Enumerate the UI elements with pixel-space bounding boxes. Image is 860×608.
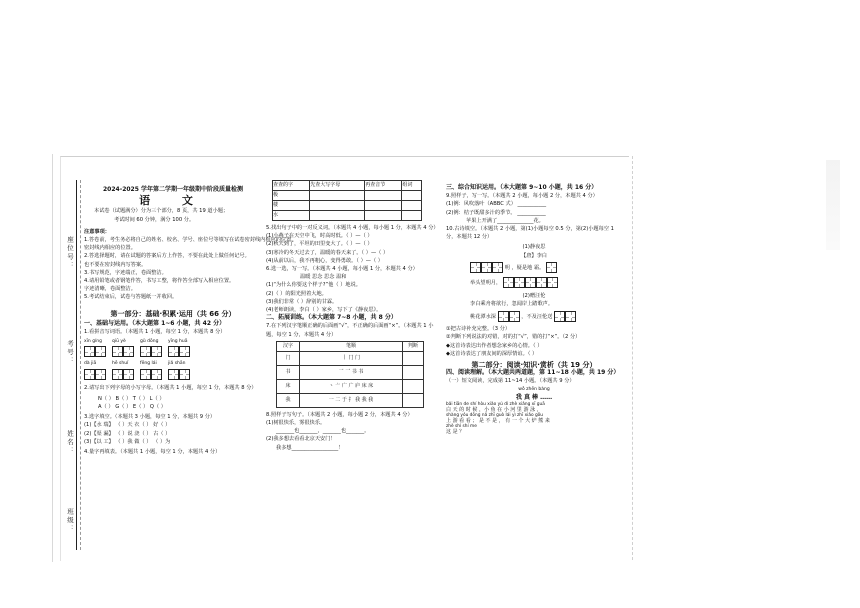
part1-title: 第一部分：基础·积累·运用（共 66 分） [110,309,236,318]
note-4b: 字迹清晰，卷面整洁。 [84,286,136,293]
page-edge [612,156,633,560]
q1-grid-row-1 [84,338,262,357]
q5-d: (4)从前以后，我不再粗心，变得勇敢。（ ）—（ ） [266,257,383,264]
q5-b: (2)秋天到了，平坦的田里变大了。（ ）—（ ） [266,241,373,248]
exam-no-label: 考号： [66,340,74,366]
note-2: 2.答选择题时，请在试题的答案后方上作答，不要在此处上做任何记号。 [84,253,250,260]
section4-title: 四、阅读理解。（本大题共两道题，第 11~18 小题，共 19 分） [446,369,620,377]
stroke-order: 一 二 于 扌 我 我 我 [300,393,403,407]
note-3: 3.书写规范，字迹端正，卷面整洁。 [84,269,167,276]
poem1-author: 【唐】李白 [521,252,547,259]
q1-grid-row-2 [84,360,262,379]
stroke-char: 床 [277,379,300,393]
pinyin-cell: qiū yè [112,338,134,357]
story-p1: bǎi tiān de shí hòu xiǎo yú dì zhè xiǎng xī ɡuā [446,402,545,408]
table-cell: 楼 [273,201,310,211]
q3-c: (3)【以 工】 （ ）我 做（ ） （ ）为 [84,438,171,445]
judge-cell[interactable] [403,379,424,393]
seal-dash-line [80,180,81,550]
note-1: 1.答卷前，考生务必将自己的姓名、校名、学号、座位号等填写在试卷密封线内相应的位置。 [84,237,297,244]
q2-letters-1: N（ ） B（ ） T（ ） L（ ） [98,395,165,402]
table-header: 查查的字 [273,181,310,191]
binding-margin [52,154,63,562]
q8-a-line[interactable]: _______也_______，_______也_______。 [276,428,370,435]
stroke-char: 我 [277,393,300,407]
q6-a: (1)“为什么你要这个样子?”他（ ）地说。 [266,282,361,289]
q6-b: (2)（ ）的阳光照着大地。 [266,290,327,297]
stroke-order: 丶 亠 广 广 庐 床 床 [300,379,403,393]
poem2-title: (2)赠汪伦 [522,292,546,299]
reading1-title: （一）短文阅读，完成第 11~14 小题。（本题共 9 分） [446,378,575,385]
q1-text: 1.看拼音写词语。（本题共 1 小题，每空 1 分，本题共 8 分） [84,329,226,336]
q8-a: (1)树很快乐，雾很快乐。 [266,420,326,427]
story-p3: zhè shì shí me [446,424,477,430]
pinyin-cell: ɡǔ dōnɡ [140,338,162,357]
note-5: 5.考试结束后，试卷与答题纸一并收回。 [84,294,178,301]
q3-b: (2)【渠 漏】 （ ）说 浇（ ） 古（ ） [84,430,171,437]
q10-b: ②判断下列说法的对错，对的打“√”，错的打“×”。（2 分） [446,334,581,341]
poem1-line1: 明 ，疑是地 霜。 [446,262,622,273]
q8-b-line[interactable]: 我多想__________________！ [276,444,344,451]
column-2 [266,180,438,452]
answer-box[interactable] [84,346,95,357]
poem2-line1: 李白乘舟将欲行，忽闻岸上踏歌声。 [470,301,554,308]
section1-title: 一、基础与运用。（本大题第 1~6 小题，共 42 分） [84,319,226,327]
q5-text: 5.找出句子中的一对反义词。（本题共 4 小题，每小题 1 分，本题共 4 分） [266,225,439,231]
q7-text: 7.在下列汉字笔顺正确的后面画“√”，不正确的后面画“×”。（本题共 1 小题，每空 1 分，本题共 4 分） [266,323,434,338]
subject-title: 语 文 [139,194,207,208]
stroke-char: 书 [277,365,300,379]
table-header: 先查大写字母 [310,181,365,191]
q6-options: 温暖 思念 思念 温和 [300,274,347,281]
story-pinyin: wǒ zhēn bànɡ [518,386,550,392]
poem1-title: (1)静夜思 [522,244,546,251]
story-title: 我 真 棒 …… [515,393,553,401]
table-header: 再查音节 [365,181,402,191]
notes-title: 注意事项： [84,228,110,235]
pinyin-cell: fēnɡ lái [140,360,162,379]
stroke-order-table: 汉字 笔顺 判断 门 丨 冂 门 书 乛 乛 书 书 床 丶 亠 广 广 庐 床 床 我 一 二 于 扌 我 我 我 [276,341,424,408]
part2-title: 第二部分：阅读·知识·赏析（共 19 分） [471,361,597,370]
pinyin-cell: xīn ɡínɡ [84,338,106,357]
q5-a: (1)小燕子在天空中飞，时高时低。（ ）—（ ） [266,233,373,240]
stroke-order: 乛 乛 书 书 [300,365,403,379]
q9-text: 9.照样子，写一写。（本题共 2 小题，每小题 2 分，本题共 4 分） [446,193,598,200]
poem2-line2: 桃花潭水深 ，不及汪伦送 [446,311,622,322]
story-p2: shàng yóu dōnɡ nǎ zhī ɡuò lái yì zhī xiǎo ɡǒu [446,413,544,419]
story-p1-hanzi: 白 天 的 时 候 ，小 鱼 在 小 河 里 游 泳 ， [446,407,542,414]
section3-title: 三、综合知识运用。（本大题第 9~10 小题，共 16 分） [446,184,598,191]
seal-line [76,180,77,550]
story-p2-hanzi: 上 游 看 看 ； 是 不 是 ， 有 一 个 大 炉 熊 来 [446,418,550,425]
q9-a[interactable]: (1)例：风吹落叶（ABBC 式） ___________ [446,201,547,208]
q4-text: 4.量字再填表。（本题共 1 小题，每空 1 分，本题共 4 分） [84,449,221,456]
answer-box[interactable] [168,346,179,357]
note-4: 4.请用铅笔或者钢笔作答，书写工整，将作答全部写入相应位置。 [84,278,235,285]
column-3 [446,184,622,435]
name-label: 姓名： [66,430,74,456]
answer-box[interactable] [112,346,123,357]
table-cell: 水 [273,211,310,221]
note-2b: 也不要在密封线内写答案。 [84,261,147,268]
class-label: 班级： [66,508,74,534]
q10-d: ◆这首诗表达了朋友间的深厚情谊。（ ） [446,350,538,357]
pinyin-cell: jiǎ shān [168,360,190,379]
q2-text: 2.请写出下列字母的小写字母。（本题共 1 小题，每空 1 分，本题共 8 分） [84,384,257,391]
q10-text: 10.古诗填空。（本题共 2 小题，第(1)小题每空 0.5 分，第(2)小题每空 1 分，本题共 12 分） [446,226,614,241]
answer-box[interactable] [140,346,151,357]
stroke-char: 门 [277,351,300,365]
q8-b: (2)我多想去看看北京天安门！ [266,436,336,443]
note-1b: 密封线内相应的位置。 [84,245,136,252]
exam-meta-2: 考试时间 60 分钟，满分 100 分。 [114,216,195,223]
exam-title: 2024-2025 学年第二学期一年级期中阶段质量检测 [103,186,243,193]
judge-cell[interactable] [403,393,424,407]
exam-meta-1: 本试卷（试题满分）分为三个部分，8 页，共 19 道小题； [94,208,229,215]
judge-cell[interactable] [403,351,424,365]
q9-c[interactable]: 苹果上开满了______________花。 [466,217,544,224]
section2-title: 二、拓展训练。（本大题第 7~8 小题，共 8 分） [266,314,397,322]
stroke-order: 丨 冂 门 [300,351,403,365]
q6-d: (4)老师朗读，李白（ ）家乡，写下了《静夜思》。 [266,307,382,314]
q6-c: (3)我们非常（ ）辞别的甘霖。 [266,298,338,305]
pinyin-cell: yīnɡ huā [168,338,190,357]
seat-label: 座位号： [66,236,74,270]
q3-text: 3.选字填空。（本题共 3 小题，每空 1 分，本题共 9 分） [84,414,216,421]
lookup-table [272,180,422,221]
q8-text: 8.照样子写句子。（本题共 2 小题，每小题 2 分，本题共 4 分） [266,411,413,418]
q3-a: (1)【水 瑞】 （ ）天 衣（ ） 好（ ） [84,422,171,429]
judge-cell[interactable] [403,365,424,379]
pinyin-cell: dà jiā [84,360,106,379]
pinyin-cell: hē shuǐ [112,360,134,379]
q2-letters-2: A（ ） G（ ） E（ ） Q（ ） [98,404,166,411]
story-p3-hanzi: 这 是 ？ [446,429,465,436]
table-cell: 极 [273,191,310,201]
q10-a: ①把古诗补充完整。（3 分） [446,326,511,333]
poem1-line2: 举头望明月， [446,277,622,288]
table-header: 组词 [402,181,422,191]
q5-c: (3)寒冷的冬天过去了，温暖的春天来了。（ ）—（ ） [266,249,389,256]
q6-text: 6.选一选，写一写。（本题共 4 小题，每小题 1 分，本题共 4 分） [266,266,418,273]
next-page-sliver [826,160,840,250]
q9-b[interactable]: (2)例：桔子既甜多汁的季节。 ___________ [446,209,546,216]
q10-c: ◆这首诗表达出作者想念家乡的心情。（ ） [446,342,543,349]
